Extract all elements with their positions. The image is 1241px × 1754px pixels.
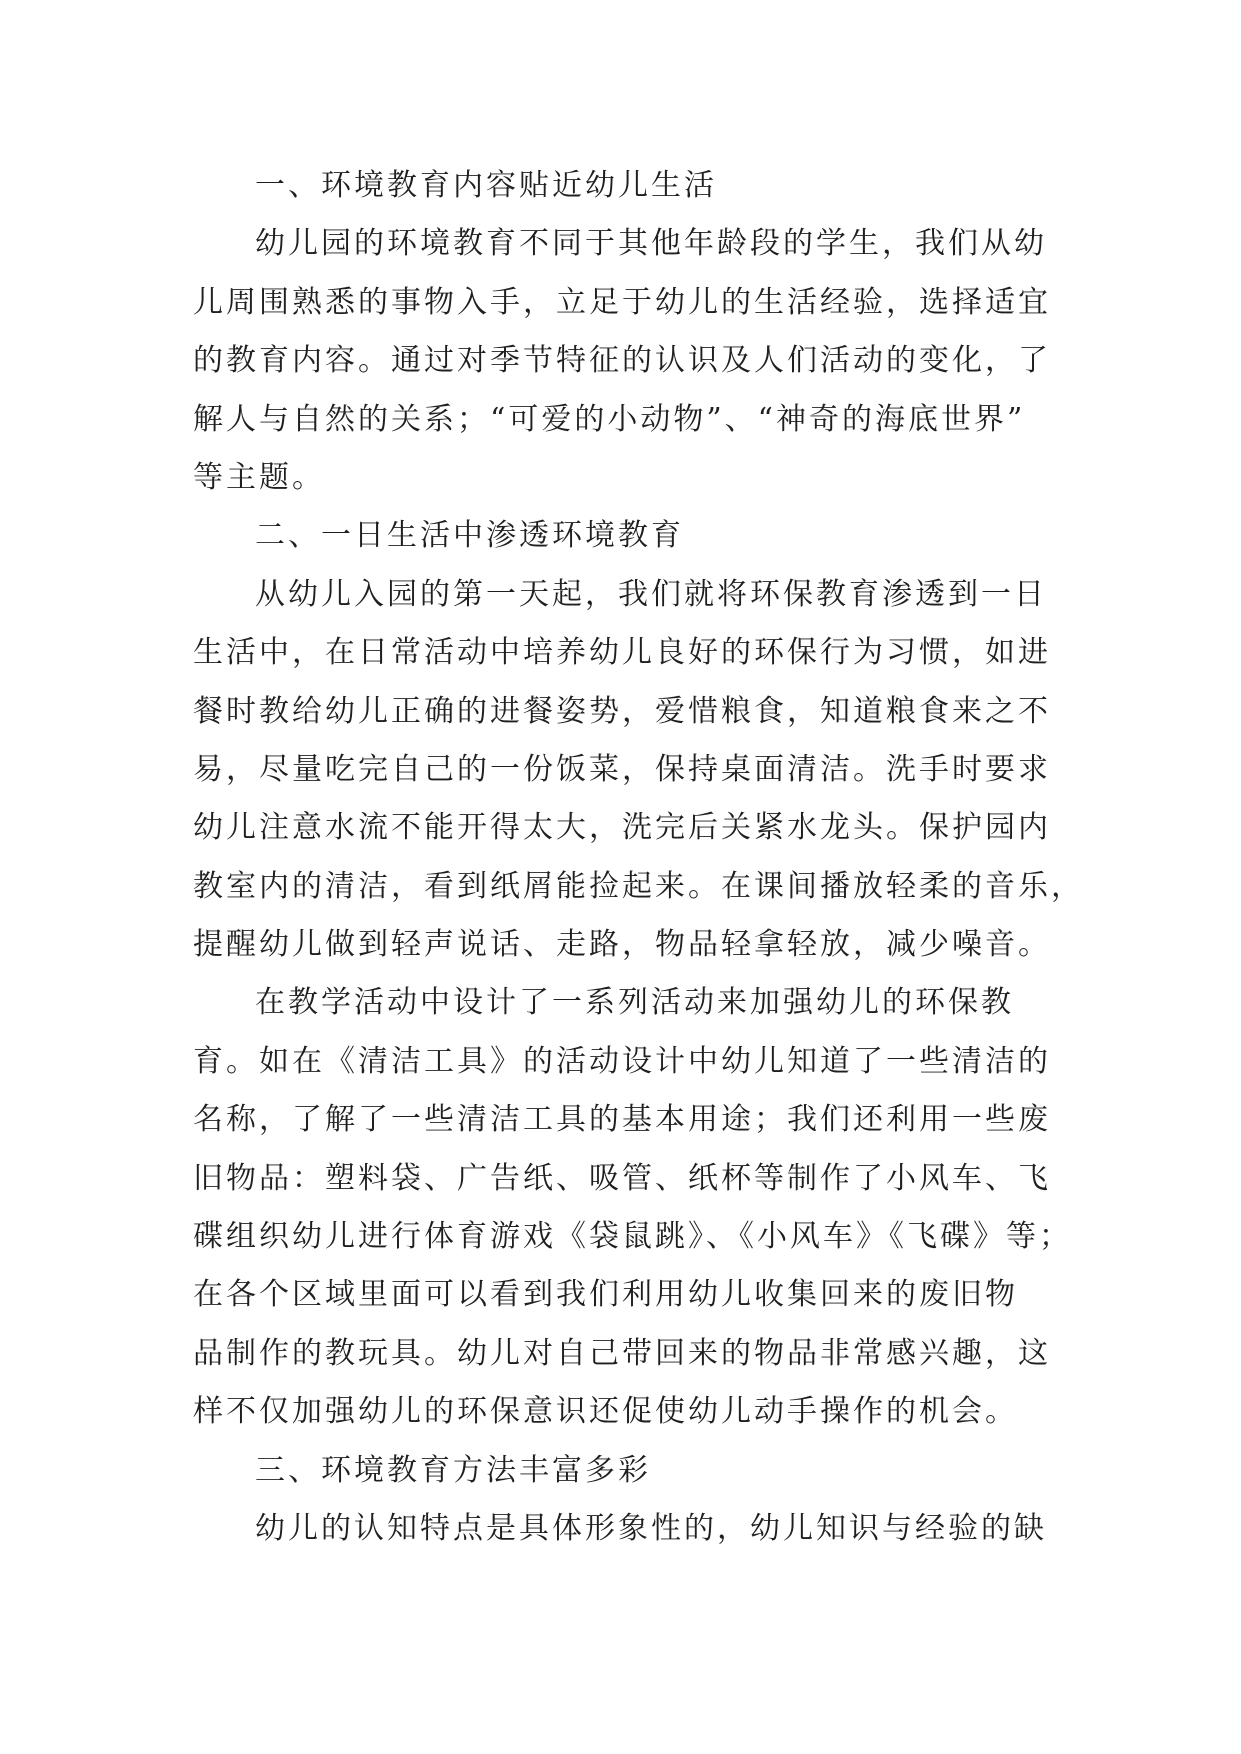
paragraph-line: 幼儿的认知特点是具体形象性的，幼儿知识与经验的缺 — [255, 1510, 1047, 1546]
paragraph-line: 幼儿注意水流不能开得太大，洗完后关紧水龙头。保护园内 — [193, 810, 1051, 846]
paragraph-line: 提醒幼儿做到轻声说话、走路，物品轻拿轻放，减少噪音。 — [193, 927, 1051, 963]
paragraph-line: 旧物品：塑料袋、广告纸、吸管、纸杯等制作了小风车、飞 — [193, 1160, 1051, 1196]
paragraph-line: 解人与自然的关系；“可爱的小动物”、“神奇的海底世界” — [193, 401, 1026, 437]
paragraph-line: 教室内的清洁，看到纸屑能捡起来。在课间播放轻柔的音乐， — [193, 868, 1084, 904]
paragraph-line: 在教学活动中设计了一系列活动来加强幼儿的环保教 — [255, 985, 1014, 1021]
paragraph-line: 从幼儿入园的第一天起，我们就将环保教育渗透到一日 — [255, 576, 1047, 612]
paragraph-line: 儿周围熟悉的事物入手，立足于幼儿的生活经验，选择适宜 — [193, 284, 1051, 320]
section-heading-2: 二、一日生活中渗透环境教育 — [255, 518, 684, 554]
document-body — [193, 157, 1084, 1558]
paragraph-line: 品制作的教玩具。幼儿对自己带回来的物品非常感兴趣，这 — [193, 1335, 1051, 1371]
paragraph-line: 碟组织幼儿进行体育游戏《袋鼠跳》、《小风车》《飞碟》等； — [193, 1219, 1072, 1255]
paragraph-line: 餐时教给幼儿正确的进餐姿势，爱惜粮食，知道粮食来之不 — [193, 693, 1051, 729]
paragraph-line: 生活中，在日常活动中培养幼儿良好的环保行为习惯，如进 — [193, 635, 1051, 671]
paragraph-line: 育。如在《清洁工具》的活动设计中幼儿知道了一些清洁的 — [193, 1043, 1051, 1079]
paragraph-line: 在各个区域里面可以看到我们利用幼儿收集回来的废旧物 — [193, 1277, 1018, 1313]
paragraph-line: 等主题。 — [193, 459, 325, 495]
paragraph-line: 易，尽量吃完自己的一份饭菜，保持桌面清洁。洗手时要求 — [193, 751, 1051, 787]
section-heading-3: 三、环境教育方法丰富多彩 — [255, 1452, 651, 1488]
paragraph-line: 的教育内容。通过对季节特征的认识及人们活动的变化，了 — [193, 343, 1051, 379]
paragraph-line: 名称，了解了一些清洁工具的基本用途；我们还利用一些废 — [193, 1102, 1051, 1138]
paragraph-line: 样不仅加强幼儿的环保意识还促使幼儿动手操作的机会。 — [193, 1394, 1018, 1430]
section-heading-1: 一、环境教育内容贴近幼儿生活 — [255, 168, 717, 203]
paragraph-line: 幼儿园的环境教育不同于其他年龄段的学生，我们从幼 — [255, 226, 1047, 262]
